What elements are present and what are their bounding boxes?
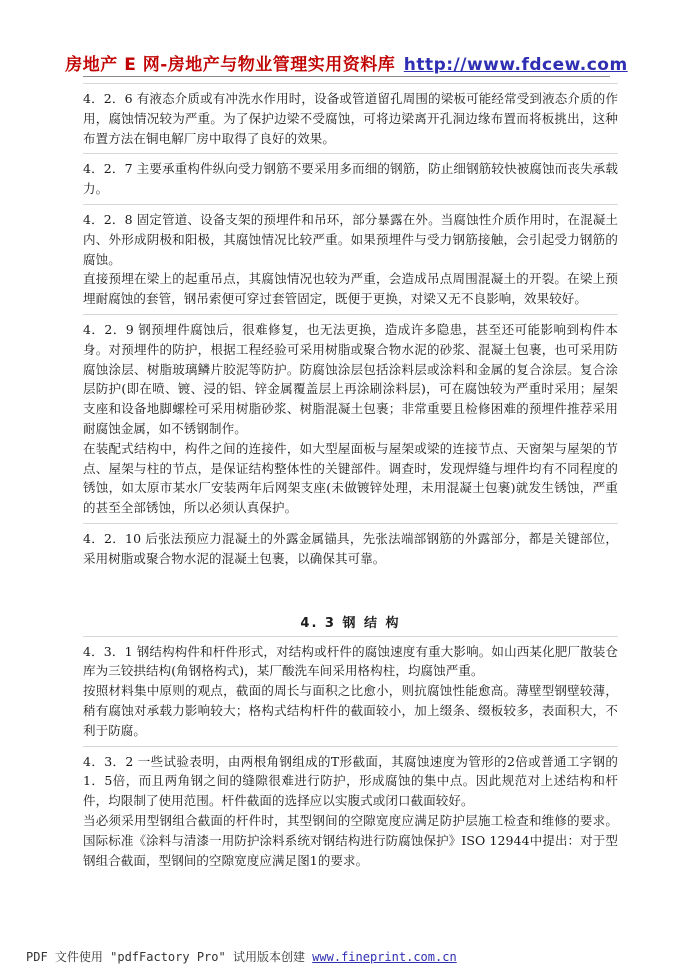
pdf-footer	[26, 948, 457, 965]
clause-paragraph: 4．2．7 主要承重构件纵向受力钢筋不要采用多而细的钢筋，防止细钢筋较快被腐蚀而丧失承载力。	[83, 161, 618, 197]
clause-block	[83, 153, 618, 204]
section-4-3-clauses	[83, 636, 618, 876]
clause-block	[83, 636, 618, 746]
footer-link[interactable]: www.fineprint.com.cn	[312, 950, 457, 964]
clause-paragraph: 4．2．6 有液态介质或有冲洗水作用时，设备或管道留孔周围的梁板可能经常受到液态介质的作用，腐蚀情况较为严重。为了保护边梁不受腐蚀，可将边梁离开孔洞边缘布置而将板挑出，这种布置方法在铜电解厂房中取得了良好的效果。	[83, 91, 618, 146]
document-body	[83, 83, 618, 875]
clause-block	[83, 83, 618, 153]
section-title: 4. 3 钢 结 构	[300, 615, 401, 631]
header-url-link[interactable]: http://www.fdcew.com	[403, 55, 628, 75]
footer-text: PDF 文件使用 "pdfFactory Pro" 试用版本创建	[26, 950, 313, 964]
clause-paragraph: 4．2．8 固定管道、设备支架的预埋件和吊环，部分暴露在外。当腐蚀性介质作用时，在混凝土内、外形成阴极和阳极，其腐蚀情况比较严重。如果预埋件与受力钢筋接触，会引起受力钢筋的腐蚀。	[83, 211, 618, 267]
clause-paragraph: 4．3．1 钢结构构件和杆件形式，对结构或杆件的腐蚀速度有重大影响。如山西某化肥厂散装仓库为三铰拱结构(角钢格构式)，某厂酸洗车间采用格构柱，均腐蚀严重。	[83, 643, 618, 679]
clause-block	[83, 314, 618, 523]
clause-paragraph: 4．2．10 后张法预应力混凝土的外露金属锚具，先张法端部钢筋的外露部分，都是关键部位，采用树脂或聚合物水泥的混凝土包裹，以确保其可靠。	[83, 530, 618, 566]
clause-paragraph: 4．2．9 钢预埋件腐蚀后，很难修复，也无法更换，造成许多隐患，甚至还可能影响到构件本身。对预埋件的防护，根据工程经验可采用树脂或聚合物水泥的砂浆、混凝土包裹，也可采用防腐蚀涂层、树脂玻璃鳞片胶泥等防护。防腐蚀涂层包括涂料层或涂料和金属的复合涂层。复合涂层防护(即在喷、镀、浸的铝、锌金属覆盖层上再涂刷涂料层)，可在腐蚀较为严重时采用；屋架支座和设备地脚螺栓可采用树脂砂浆、树脂混凝土包裹；非常重要且检修困难的预埋件推荐采用耐腐蚀金属，如不锈钢制作。	[83, 321, 618, 436]
clause-paragraph: 当必须采用型钢组合截面的杆件时，其型钢间的空隙宽度应满足防护层施工检查和维修的要求。国际标准《涂料与清漆一用防护涂料系统对钢结构进行防腐蚀保护》ISO 12944中提出：对于型钢组合截面，型钢间的空隙宽度应满足图1的要求。	[83, 812, 618, 868]
clause-block	[83, 523, 618, 574]
clause-block	[83, 746, 618, 876]
clause-paragraph: 在装配式结构中，构件之间的连接件，如大型屋面板与屋架或梁的连接节点、天窗架与屋架的节点、屋架与柱的节点，是保证结构整体性的关键部件。调查时，发现焊缝与埋件均有不同程度的锈蚀，如太原市某水厂安装两年后网架支座(未做镀锌处理，未用混凝土包裹)就发生锈蚀，严重的甚至全部锈蚀，所以必须认真保护。	[83, 440, 618, 516]
clause-paragraph: 按照材料集中原则的观点，截面的周长与面积之比愈小，则抗腐蚀性能愈高。薄壁型钢壁较薄，稍有腐蚀对承载力影响较大；格构式结构杆件的截面较小，加上缀条、缀板较多，表面积大，不利于防腐。	[83, 683, 618, 738]
clause-paragraph: 直接预埋在梁上的起重吊点，其腐蚀情况也较为严重，会造成吊点周围混凝土的开裂。在梁上预埋耐腐蚀的套管，钢吊索便可穿过套管固定，既便于更换，对梁又无不良影响，效果较好。	[83, 271, 618, 307]
header-banner-text: 房地产 E 网-房地产与物业管理实用资料库	[65, 55, 396, 75]
clause-block	[83, 204, 618, 314]
header-banner	[0, 50, 693, 75]
header-divider	[83, 76, 610, 77]
clause-paragraph: 4．3．2 一些试验表明，由两根角钢组成的T形截面，其腐蚀速度为管形的2倍或普通工字钢的1．5倍，而且两角钢之间的缝隙很难进行防护，形成腐蚀的集中点。因此规范对上述结构和杆件，均限制了使用范围。杆件截面的选择应以实腹式或闭口截面较好。	[83, 753, 618, 809]
section-4-2-clauses	[83, 83, 618, 574]
